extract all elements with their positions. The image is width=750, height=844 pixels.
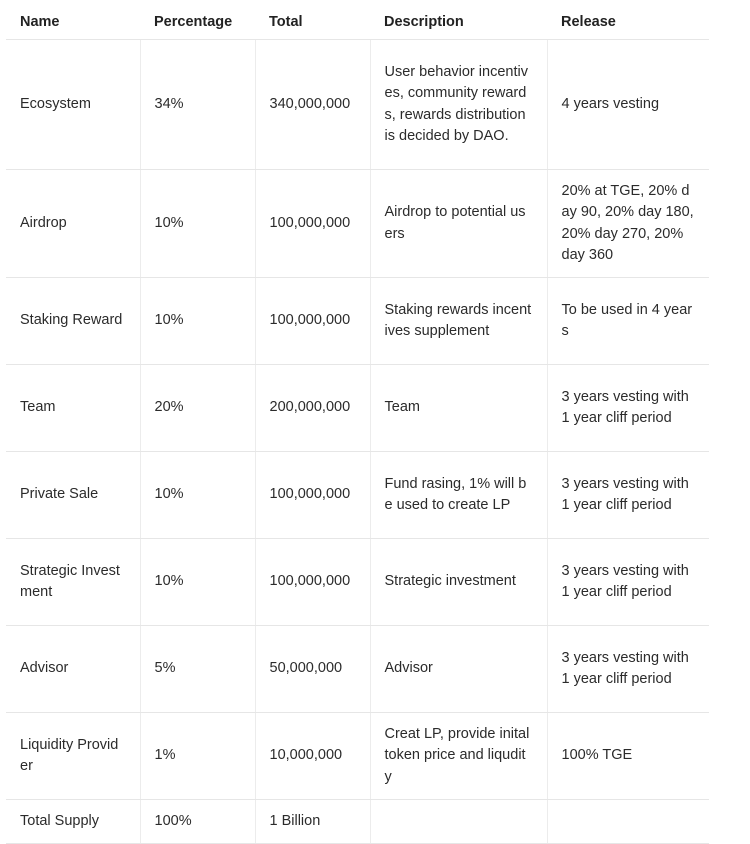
cell-percentage: 34%: [140, 40, 255, 170]
cell-percentage: 10%: [140, 278, 255, 365]
cell-release: 20% at TGE, 20% day 90, 20% day 180, 20% day 270, 20% day 360: [547, 170, 709, 278]
table-row: [6, 452, 709, 539]
header-description: Description: [370, 6, 547, 40]
cell-total: 10,000,000: [255, 713, 370, 800]
cell-description: Staking rewards incentives supplement: [370, 278, 547, 365]
token-allocation-table: [6, 6, 709, 844]
cell-percentage: 10%: [140, 539, 255, 626]
cell-name: Team: [6, 365, 140, 452]
table-row: [6, 40, 709, 170]
cell-total: 340,000,000: [255, 40, 370, 170]
table-row: [6, 365, 709, 452]
table-row-total: [6, 800, 709, 844]
cell-name: Airdrop: [6, 170, 140, 278]
cell-name: Total Supply: [6, 800, 140, 844]
header-release: Release: [547, 6, 709, 40]
table-row: [6, 626, 709, 713]
cell-name: Ecosystem: [6, 40, 140, 170]
cell-percentage: 10%: [140, 452, 255, 539]
cell-name: Private Sale: [6, 452, 140, 539]
table-row: [6, 713, 709, 800]
cell-percentage: 20%: [140, 365, 255, 452]
cell-percentage: 100%: [140, 800, 255, 844]
cell-name: Advisor: [6, 626, 140, 713]
cell-release: 3 years vesting with 1 year cliff period: [547, 539, 709, 626]
cell-total: 200,000,000: [255, 365, 370, 452]
cell-name: Liquidity Provider: [6, 713, 140, 800]
cell-total: 1 Billion: [255, 800, 370, 844]
table-row: [6, 278, 709, 365]
table-row: [6, 170, 709, 278]
cell-description: Airdrop to potential users: [370, 170, 547, 278]
cell-total: 100,000,000: [255, 539, 370, 626]
cell-release: [547, 800, 709, 844]
cell-description: Strategic investment: [370, 539, 547, 626]
cell-description: Advisor: [370, 626, 547, 713]
header-name: Name: [6, 6, 140, 40]
cell-release: 3 years vesting with 1 year cliff period: [547, 626, 709, 713]
cell-release: 3 years vesting with 1 year cliff period: [547, 365, 709, 452]
cell-percentage: 1%: [140, 713, 255, 800]
cell-name: Staking Reward: [6, 278, 140, 365]
cell-release: To be used in 4 years: [547, 278, 709, 365]
cell-total: 100,000,000: [255, 278, 370, 365]
cell-description: User behavior incentives, community rewards, rewards distribution is decided by DAO.: [370, 40, 547, 170]
table-header-row: [6, 6, 709, 40]
header-percentage: Percentage: [140, 6, 255, 40]
cell-release: 4 years vesting: [547, 40, 709, 170]
cell-description: Creat LP, provide inital token price and liqudity: [370, 713, 547, 800]
cell-percentage: 5%: [140, 626, 255, 713]
cell-percentage: 10%: [140, 170, 255, 278]
cell-description: Fund rasing, 1% will be used to create LP: [370, 452, 547, 539]
table-row: [6, 539, 709, 626]
cell-total: 100,000,000: [255, 452, 370, 539]
cell-release: 3 years vesting with 1 year cliff period: [547, 452, 709, 539]
cell-description: Team: [370, 365, 547, 452]
cell-release: 100% TGE: [547, 713, 709, 800]
cell-total: 50,000,000: [255, 626, 370, 713]
cell-description: [370, 800, 547, 844]
cell-name: Strategic Investment: [6, 539, 140, 626]
header-total: Total: [255, 6, 370, 40]
cell-total: 100,000,000: [255, 170, 370, 278]
